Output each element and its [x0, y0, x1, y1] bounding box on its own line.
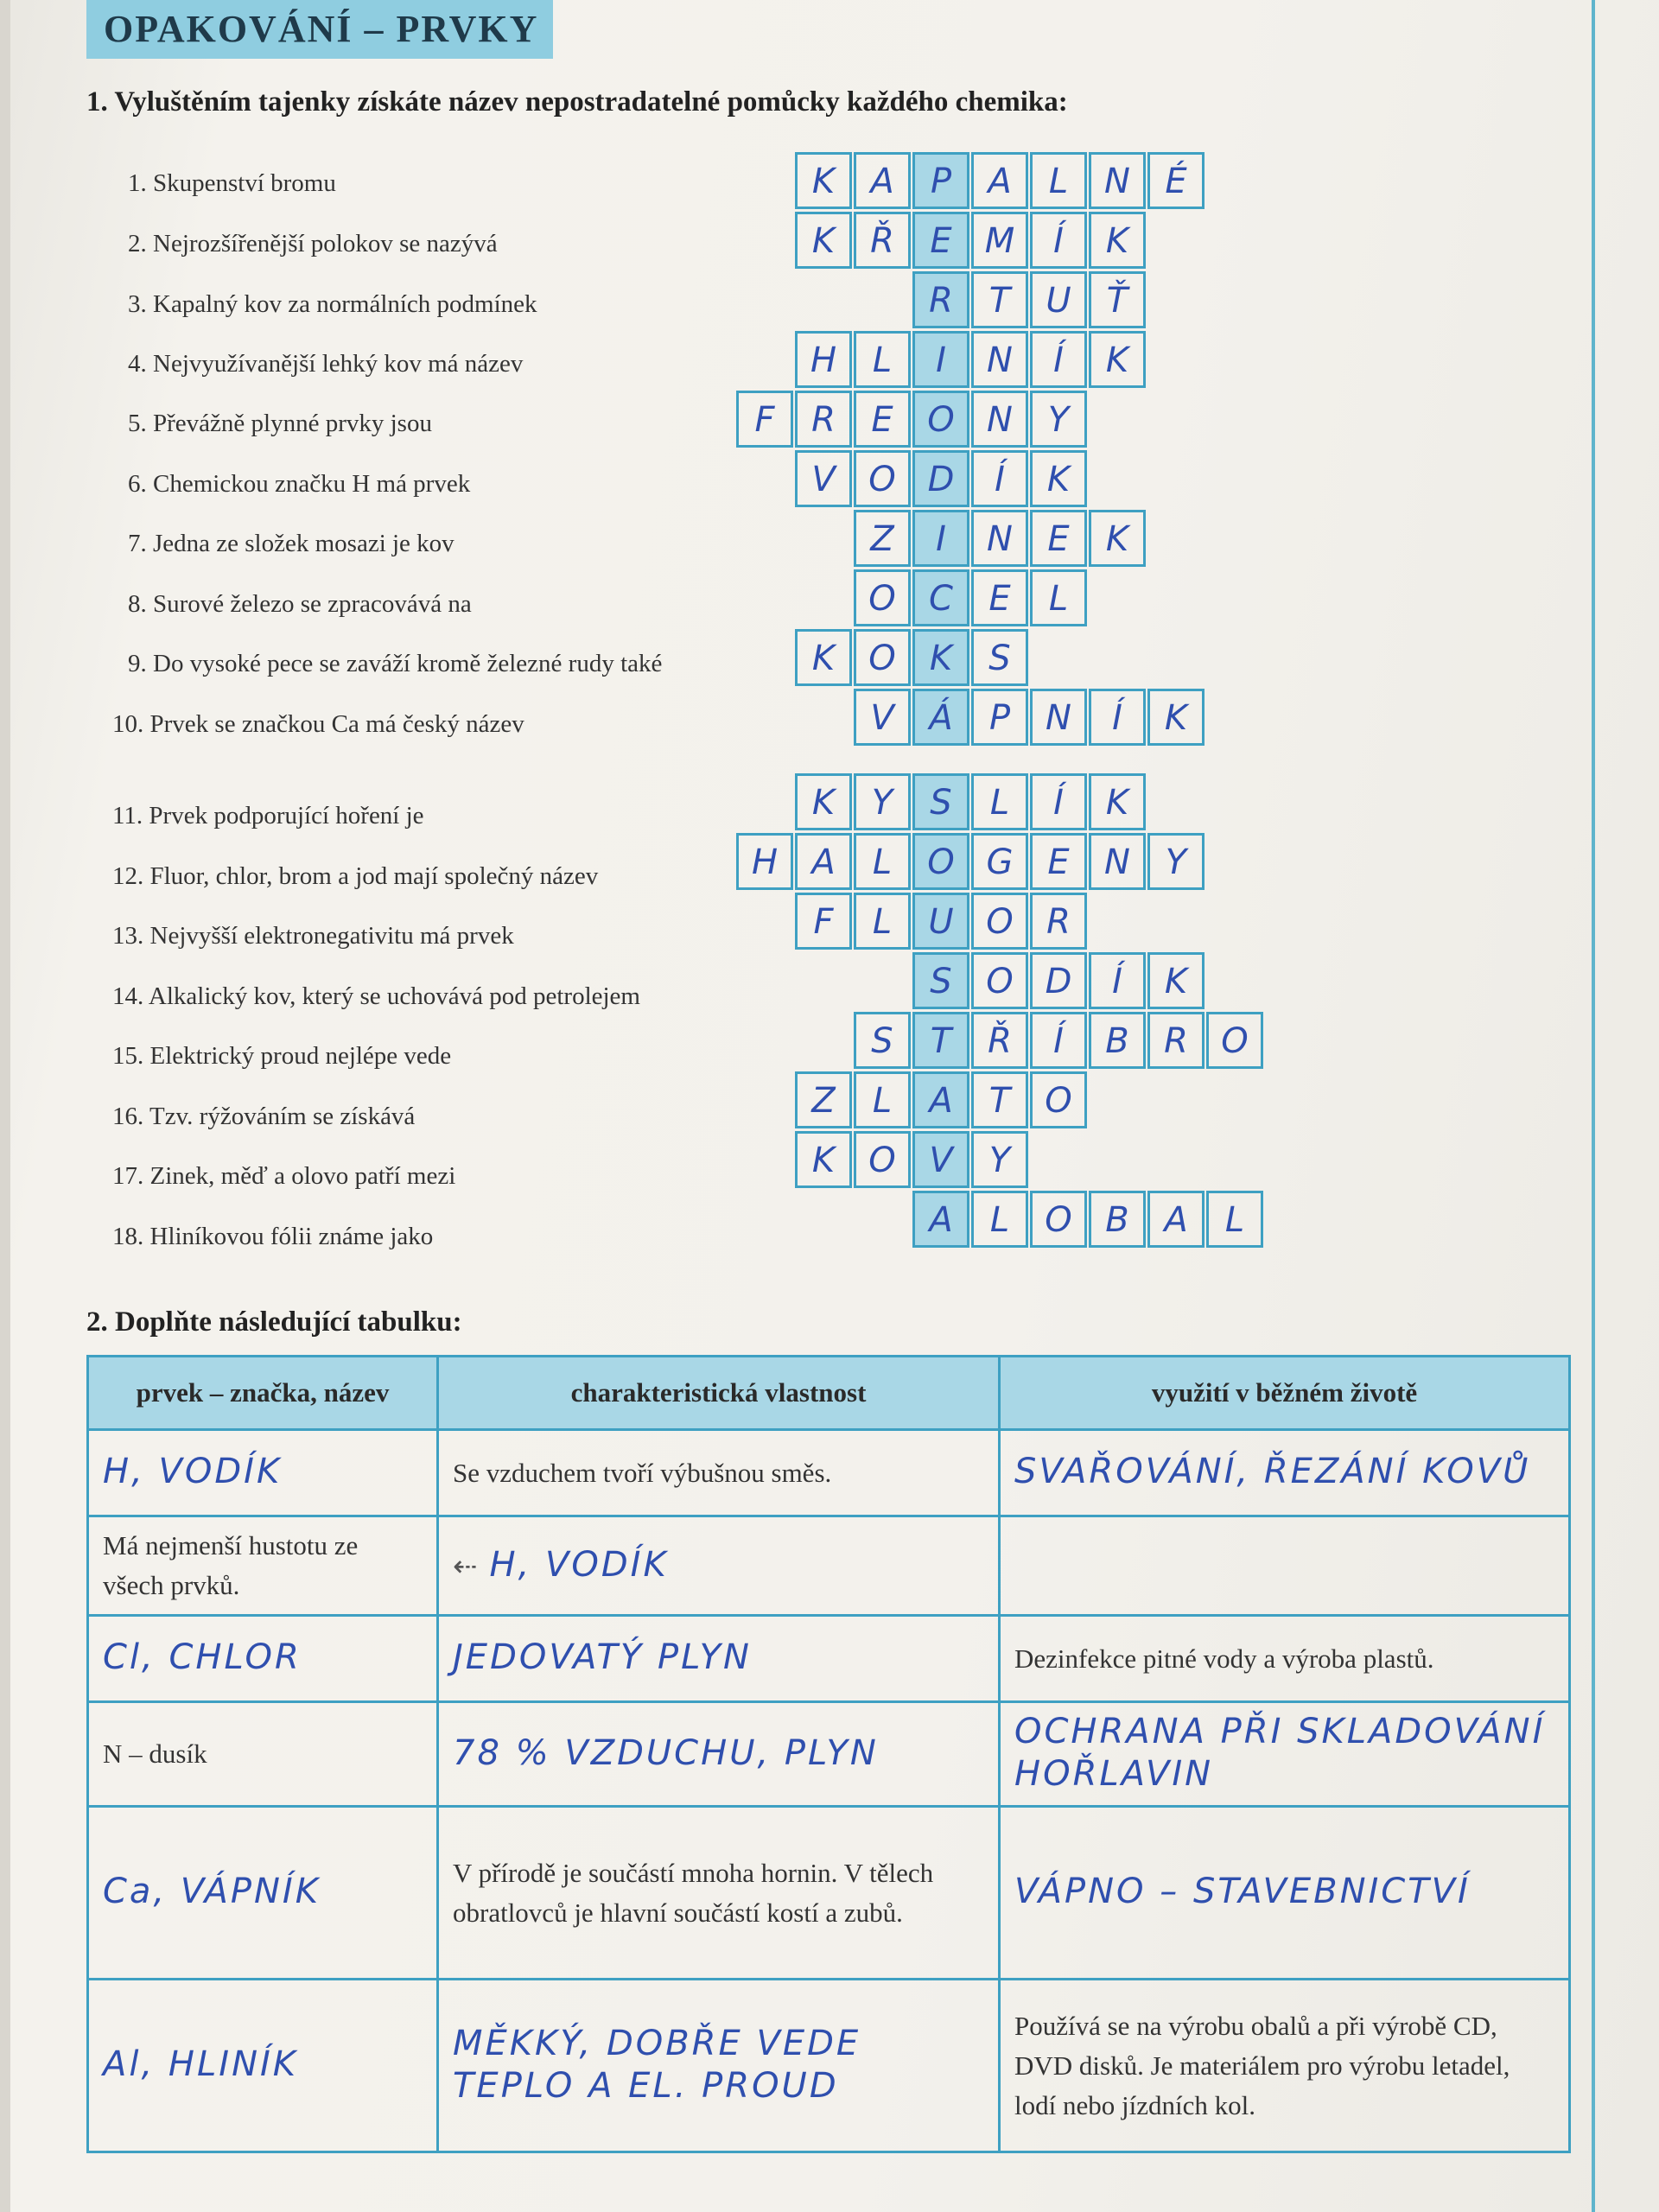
crossword-cell[interactable]: K — [795, 629, 852, 686]
clue-4: 4. Nejvyužívanější lehký kov má název — [128, 350, 524, 378]
crossword-cell[interactable]: Ť — [1089, 271, 1146, 328]
property-cell[interactable] — [438, 1516, 1000, 1616]
crossword-cell[interactable]: A — [795, 833, 852, 890]
crossword-cell[interactable]: V — [912, 1131, 969, 1188]
crossword-cell[interactable]: A — [912, 1071, 969, 1128]
header-usage: využití v běžném životě — [1000, 1357, 1570, 1430]
crossword-cell[interactable]: F — [736, 391, 793, 448]
crossword-cell[interactable]: M — [971, 212, 1028, 269]
crossword-cell[interactable]: Í — [1030, 212, 1087, 269]
crossword-cell[interactable]: G — [971, 833, 1028, 890]
crossword-cell[interactable]: N — [1089, 833, 1146, 890]
clue-5: 5. Převážně plynné prvky jsou — [128, 410, 432, 437]
table-row — [88, 1616, 1570, 1702]
crossword-cell[interactable]: L — [971, 1191, 1028, 1248]
crossword-cell[interactable]: R — [1030, 893, 1087, 950]
table-row — [88, 1516, 1570, 1616]
clue-17: 17. Zinek, měď a olovo patří mezi — [112, 1162, 456, 1190]
cell-text: 78 % VZDUCHU, PLYN — [453, 1732, 879, 1773]
crossword-cell[interactable]: Z — [795, 1071, 852, 1128]
crossword-cell[interactable]: A — [971, 152, 1028, 209]
crossword-cell[interactable]: K — [1147, 689, 1205, 746]
element-cell[interactable] — [88, 1616, 438, 1702]
clue-12: 12. Fluor, chlor, brom a jod mají společný název — [112, 862, 599, 890]
crossword-cell[interactable]: O — [971, 952, 1028, 1009]
crossword-cell[interactable]: N — [971, 510, 1028, 567]
clue-1: 1. Skupenství bromu — [128, 169, 336, 197]
clue-13: 13. Nejvyšší elektronegativitu má prvek — [112, 922, 514, 950]
header-property: charakteristická vlastnost — [438, 1357, 1000, 1430]
crossword-cell[interactable]: U — [1030, 271, 1087, 328]
crossword-cell[interactable]: D — [912, 450, 969, 507]
clue-11: 11. Prvek podporující hoření je — [112, 802, 424, 830]
cell-text: VÁPNO – STAVEBNICTVÍ — [1014, 1872, 1471, 1911]
element-cell[interactable] — [88, 1430, 438, 1516]
element-cell[interactable] — [88, 1980, 438, 2152]
crossword-cell[interactable]: K — [1089, 773, 1146, 830]
crossword-cell[interactable]: Á — [912, 689, 969, 746]
cell-text: H, VODÍK — [103, 1452, 283, 1491]
cell-text: JEDOVATÝ PLYN — [453, 1637, 752, 1677]
crossword-cell[interactable]: U — [912, 893, 969, 950]
property-cell — [438, 1807, 1000, 1980]
crossword-cell[interactable]: S — [912, 952, 969, 1009]
property-cell[interactable] — [438, 1980, 1000, 2152]
element-cell — [88, 1702, 438, 1807]
crossword-cell[interactable]: Y — [971, 1131, 1028, 1188]
crossword-cell[interactable]: C — [912, 569, 969, 626]
element-cell[interactable] — [88, 1807, 438, 1980]
crossword-cell[interactable]: L — [1030, 152, 1087, 209]
task2-heading: 2. Doplňte následující tabulku: — [86, 1306, 462, 1338]
crossword-cell[interactable]: O — [854, 629, 911, 686]
crossword-cell[interactable]: E — [854, 391, 911, 448]
fill-in-table — [86, 1355, 1571, 2153]
crossword-cell[interactable]: K — [795, 212, 852, 269]
crossword-cell[interactable]: K — [912, 629, 969, 686]
crossword-cell[interactable]: K — [795, 1131, 852, 1188]
element-cell — [88, 1516, 438, 1616]
crossword-cell[interactable]: B — [1089, 1191, 1146, 1248]
crossword-cell[interactable]: N — [971, 391, 1028, 448]
crossword-cell[interactable]: Í — [1030, 1012, 1087, 1069]
crossword-cell[interactable]: Í — [971, 450, 1028, 507]
usage-cell[interactable] — [1000, 1807, 1570, 1980]
usage-cell[interactable] — [1000, 1702, 1570, 1807]
cell-text: Má nejmenší hustotu ze všech prvků. — [103, 1530, 359, 1600]
crossword-cell[interactable]: K — [1147, 952, 1205, 1009]
crossword-cell[interactable]: O — [971, 893, 1028, 950]
page-gutter — [0, 0, 10, 2212]
usage-cell[interactable] — [1000, 1430, 1570, 1516]
cell-text: SVAŘOVÁNÍ, ŘEZÁNÍ KOVŮ — [1014, 1452, 1531, 1491]
crossword-cell[interactable]: L — [1206, 1191, 1263, 1248]
crossword-cell[interactable]: Y — [1147, 833, 1205, 890]
crossword-cell[interactable]: R — [795, 391, 852, 448]
usage-cell — [1000, 1616, 1570, 1702]
crossword-cell[interactable]: Ř — [971, 1012, 1028, 1069]
crossword-cell[interactable]: F — [795, 893, 852, 950]
crossword-cell[interactable]: Y — [1030, 391, 1087, 448]
crossword-cell[interactable]: K — [1089, 331, 1146, 388]
crossword-cell[interactable]: S — [971, 629, 1028, 686]
table-row — [88, 1980, 1570, 2152]
clue-18: 18. Hliníkovou fólii známe jako — [112, 1223, 434, 1250]
crossword-cell[interactable]: L — [854, 1071, 911, 1128]
crossword-cell[interactable]: Z — [854, 510, 911, 567]
crossword-cell[interactable]: E — [912, 212, 969, 269]
crossword-cell[interactable]: O — [1030, 1191, 1087, 1248]
crossword-cell[interactable]: E — [1030, 833, 1087, 890]
table-row — [88, 1430, 1570, 1516]
clue-6: 6. Chemickou značku H má prvek — [128, 470, 471, 498]
left-arrow-icon: ⇠ — [453, 1548, 478, 1584]
clue-3: 3. Kapalný kov za normálních podmínek — [128, 290, 537, 318]
crossword-cell[interactable]: L — [854, 893, 911, 950]
clue-2: 2. Nejrozšířenější polokov se nazývá — [128, 230, 498, 257]
crossword-cell[interactable]: Í — [1030, 773, 1087, 830]
cell-text: Cl, CHLOR — [103, 1637, 302, 1677]
cell-text: V přírodě je součástí mnoha hornin. V tělech obratlovců je hlavní součástí kostí a zubů. — [453, 1857, 934, 1928]
property-cell — [438, 1430, 1000, 1516]
crossword-cell[interactable]: A — [912, 1191, 969, 1248]
crossword-cell[interactable]: N — [1089, 152, 1146, 209]
cell-text: MĚKKÝ, DOBŘE VEDE TEPLO A EL. PROUD — [453, 2023, 861, 2106]
crossword-cell[interactable]: V — [854, 689, 911, 746]
task1-heading: 1. Vyluštěním tajenky získáte název nepostradatelné pomůcky každého chemika: — [86, 86, 1068, 118]
crossword-cell[interactable]: K — [1030, 450, 1087, 507]
crossword-cell[interactable]: É — [1147, 152, 1205, 209]
crossword-cell[interactable]: A — [854, 152, 911, 209]
crossword-cell[interactable]: Y — [854, 773, 911, 830]
crossword-cell[interactable]: T — [971, 271, 1028, 328]
clue-16: 16. Tzv. rýžováním se získává — [112, 1103, 416, 1130]
crossword-cell[interactable]: Í — [1089, 689, 1146, 746]
crossword-cell[interactable]: S — [854, 1012, 911, 1069]
crossword-cell[interactable]: S — [912, 773, 969, 830]
crossword-cell[interactable]: O — [854, 1131, 911, 1188]
crossword-cell[interactable]: O — [912, 833, 969, 890]
crossword-cell[interactable]: T — [971, 1071, 1028, 1128]
cell-text: Al, HLINÍK — [103, 2044, 299, 2084]
clue-14: 14. Alkalický kov, který se uchovává pod petrolejem — [112, 982, 640, 1010]
cell-text: H, VODÍK — [489, 1544, 669, 1585]
cell-text: Se vzduchem tvoří výbušnou směs. — [453, 1457, 832, 1488]
crossword-cell[interactable]: Í — [1030, 331, 1087, 388]
crossword-cell[interactable]: H — [795, 331, 852, 388]
cell-text: Dezinfekce pitné vody a výroba plastů. — [1014, 1643, 1434, 1674]
cell-text: Ca, VÁPNÍK — [103, 1872, 321, 1911]
crossword-cell[interactable]: L — [854, 331, 911, 388]
crossword-cell[interactable]: K — [795, 152, 852, 209]
crossword-cell[interactable]: D — [1030, 952, 1087, 1009]
crossword-cell[interactable]: N — [971, 331, 1028, 388]
crossword-cell[interactable]: H — [736, 833, 793, 890]
table-row — [88, 1807, 1570, 1980]
crossword-cell[interactable]: I — [912, 510, 969, 567]
crossword-cell[interactable]: A — [1147, 1191, 1205, 1248]
crossword-cell[interactable]: O — [854, 569, 911, 626]
crossword-cell[interactable]: P — [912, 152, 969, 209]
crossword-cell[interactable]: R — [912, 271, 969, 328]
crossword-cell[interactable]: L — [854, 833, 911, 890]
crossword-cell[interactable]: K — [795, 773, 852, 830]
crossword-cell[interactable]: B — [1089, 1012, 1146, 1069]
property-cell[interactable] — [438, 1702, 1000, 1807]
crossword-cell[interactable]: O — [854, 450, 911, 507]
crossword-cell[interactable]: O — [912, 391, 969, 448]
clue-7: 7. Jedna ze složek mosazi je kov — [128, 530, 454, 557]
usage-cell — [1000, 1980, 1570, 2152]
table-header-row — [88, 1357, 1570, 1430]
usage-cell[interactable] — [1000, 1516, 1570, 1616]
clue-9: 9. Do vysoké pece se zaváží kromě železné rudy také — [128, 650, 663, 677]
crossword-cell[interactable]: T — [912, 1012, 969, 1069]
crossword-cell[interactable]: N — [1030, 689, 1087, 746]
cell-text: Používá se na výrobu obalů a při výrobě CD, DVD disků. Je materiálem pro výrobu letadel, lodí nebo jízdních kol. — [1014, 2010, 1510, 2120]
table-row — [88, 1702, 1570, 1807]
crossword-cell[interactable]: L — [1030, 569, 1087, 626]
clue-8: 8. Surové železo se zpracovává na — [128, 590, 472, 618]
crossword-cell[interactable]: Ř — [854, 212, 911, 269]
crossword-cell[interactable]: R — [1147, 1012, 1205, 1069]
cell-text: OCHRANA PŘI SKLADOVÁNÍ HOŘLAVIN — [1014, 1712, 1546, 1794]
crossword-cell[interactable]: E — [1030, 510, 1087, 567]
crossword-cell[interactable]: O — [1030, 1071, 1087, 1128]
crossword-cell[interactable]: P — [971, 689, 1028, 746]
clue-10: 10. Prvek se značkou Ca má český název — [112, 710, 524, 738]
cell-text: N – dusík — [103, 1738, 207, 1769]
property-cell[interactable] — [438, 1616, 1000, 1702]
crossword-cell[interactable]: O — [1206, 1012, 1263, 1069]
crossword-cell[interactable]: K — [1089, 212, 1146, 269]
crossword-cell[interactable]: Í — [1089, 952, 1146, 1009]
clue-15: 15. Elektrický proud nejlépe vede — [112, 1042, 452, 1070]
crossword-cell[interactable]: I — [912, 331, 969, 388]
crossword-cell[interactable]: V — [795, 450, 852, 507]
crossword-cell[interactable]: K — [1089, 510, 1146, 567]
section-title: OPAKOVÁNÍ – PRVKY — [86, 0, 553, 59]
header-element: prvek – značka, název — [88, 1357, 438, 1430]
crossword-cell[interactable]: E — [971, 569, 1028, 626]
crossword-cell[interactable]: L — [971, 773, 1028, 830]
page-margin-rule — [1592, 0, 1595, 2212]
